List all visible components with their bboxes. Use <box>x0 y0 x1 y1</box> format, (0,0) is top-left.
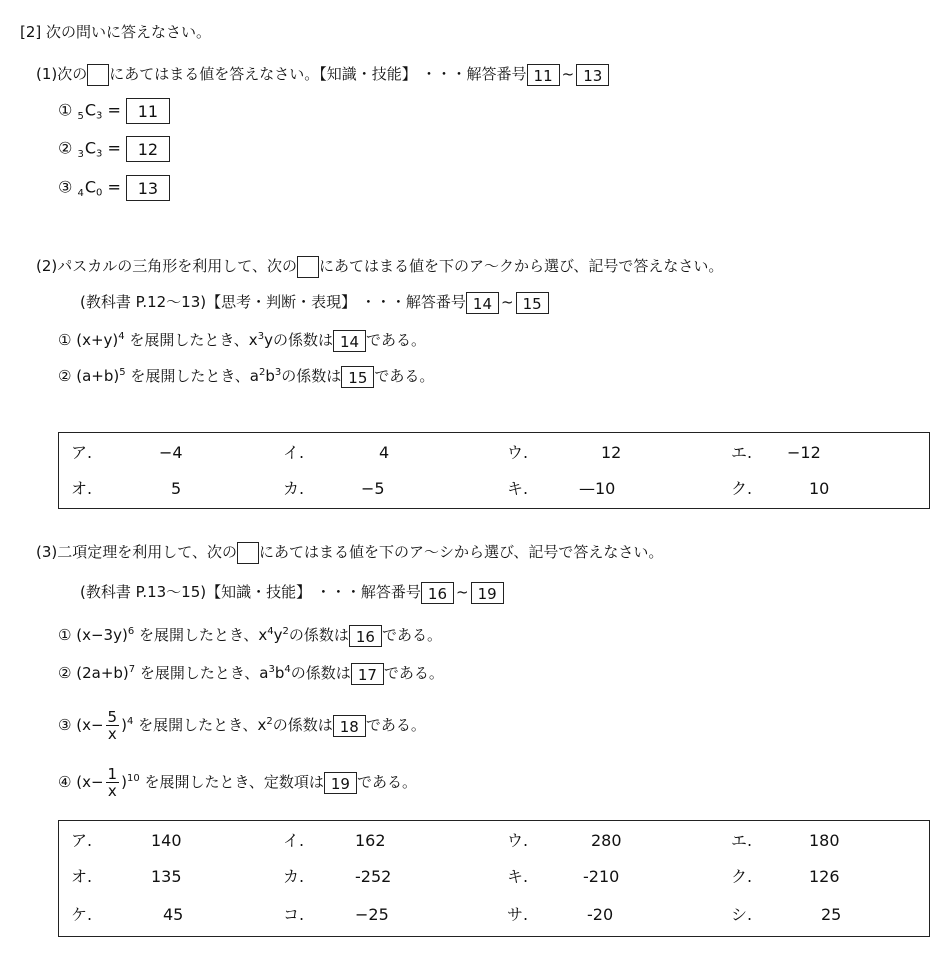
expression-close: ) <box>121 773 127 791</box>
exponent: 6 <box>127 626 135 637</box>
answer-range-from: 16 <box>421 582 454 604</box>
choice-label: キ. <box>507 479 529 498</box>
item-number: ① <box>58 626 72 644</box>
part2-intro-b: にあてはまる値を下のア～クから選び、記号で答えなさい。 <box>318 257 724 275</box>
choice-label: ア. <box>71 831 93 850</box>
answer-box: 17 <box>351 663 384 685</box>
answer-box: 12 <box>126 136 170 162</box>
choice-label: ア. <box>71 443 93 462</box>
combination-item: ① $5C_3 = 11$ <box>58 98 170 129</box>
part3-sub-intro <box>80 580 504 604</box>
blank-box <box>297 256 319 278</box>
q-text: yの係数は <box>264 331 333 349</box>
expression: (x+y) <box>76 331 119 349</box>
exponent: 7 <box>128 664 136 675</box>
choice-value: 135 <box>151 867 182 886</box>
choice-label: サ. <box>507 905 529 924</box>
q-text: b <box>265 367 275 385</box>
power: 3 <box>257 331 265 342</box>
item-number: ① <box>58 331 72 349</box>
choice-label: ウ. <box>507 443 529 462</box>
choice-value: −4 <box>159 443 183 462</box>
combination-item: ② $3C_3 = 12$ <box>58 136 170 167</box>
answer-box: 14 <box>333 330 366 352</box>
item-number: ② <box>58 367 72 385</box>
blank-box <box>87 64 109 86</box>
numerator: 1 <box>107 765 118 783</box>
part1-intro-b: にあてはまる値を答えなさい。【知識・技能】 ・・・解答番号 <box>109 65 527 83</box>
choice-value: 25 <box>821 905 842 924</box>
comb-r: 3 <box>95 110 103 122</box>
fraction <box>106 709 120 742</box>
q-text: を展開したとき、a <box>135 664 269 682</box>
item-number: ① <box>58 100 73 120</box>
q-tail: である。 <box>383 664 444 682</box>
q-text: の係数は <box>290 664 351 682</box>
choice-value: −12 <box>787 443 821 462</box>
item-number: ② <box>58 664 72 682</box>
fraction <box>106 766 120 799</box>
question-item <box>58 620 442 647</box>
choice-label: シ. <box>731 905 753 924</box>
denominator: x <box>107 782 117 800</box>
expression: (x− <box>76 716 104 734</box>
q-text: の係数は <box>288 626 349 644</box>
choice-value: 162 <box>355 831 386 850</box>
q-tail: である。 <box>366 331 427 349</box>
part3-intro-b: にあてはまる値を下のア～シから選び、記号で答えなさい。 <box>258 543 664 561</box>
choice-value: 4 <box>379 443 390 462</box>
question-item <box>58 361 434 388</box>
exponent: 4 <box>118 331 125 342</box>
choice-table-part2 <box>58 432 930 509</box>
question-item <box>58 706 426 742</box>
exponent: 4 <box>126 716 134 727</box>
q-tail: である。 <box>374 367 435 385</box>
exponent: 10 <box>126 773 140 784</box>
q-tail: である。 <box>365 716 426 734</box>
comb-r: 3 <box>95 148 103 160</box>
item-number: ③ <box>58 177 73 197</box>
choice-value: 180 <box>809 831 840 850</box>
comb-n: 5 <box>77 110 84 122</box>
item-number: ③ <box>58 716 72 734</box>
choice-label: エ. <box>731 443 753 462</box>
comb-r: 0 <box>95 187 103 199</box>
expression: (x−3y) <box>76 626 128 644</box>
choice-label: イ. <box>283 443 305 462</box>
answer-box: 13 <box>126 175 170 201</box>
q-text: の係数は <box>272 716 333 734</box>
comb-n: 3 <box>77 148 84 160</box>
choice-value: −25 <box>355 905 389 924</box>
power: 2 <box>258 367 266 378</box>
choice-label: コ. <box>283 905 305 924</box>
choice-value: −5 <box>361 479 385 498</box>
q-text: を展開したとき、x <box>134 626 268 644</box>
answer-range-to: 13 <box>576 64 609 86</box>
q-tail: である。 <box>381 626 442 644</box>
expression: (2a+b) <box>76 664 129 682</box>
power: 3 <box>268 664 275 675</box>
item-number: ④ <box>58 773 72 791</box>
choice-value: 126 <box>809 867 840 886</box>
choice-label: オ. <box>71 867 93 886</box>
denominator: x <box>107 725 117 743</box>
choice-label: カ. <box>283 479 305 498</box>
q-text: を展開したとき、定数項は <box>139 773 324 791</box>
choice-value: -210 <box>583 867 620 886</box>
q-text: を展開したとき、x <box>124 331 258 349</box>
choice-value: 5 <box>171 479 182 498</box>
part3-sub-intro-text: (教科書 P.13～15)【知識・技能】 ・・・解答番号 <box>80 583 421 601</box>
answer-box: 19 <box>324 772 357 794</box>
power: 2 <box>282 626 289 637</box>
choice-value: —10 <box>579 479 616 498</box>
choice-value: 280 <box>591 831 622 850</box>
power: 4 <box>284 664 291 675</box>
tilde: ~ <box>561 65 575 83</box>
blank-box <box>237 542 259 564</box>
item-number: ② <box>58 138 73 158</box>
choice-label: エ. <box>731 831 753 850</box>
q-text: を展開したとき、x <box>133 716 267 734</box>
expression: (x− <box>76 773 104 791</box>
tilde: ~ <box>456 583 469 601</box>
part2-intro-a: (2)パスカルの三角形を利用して、次の <box>36 257 297 275</box>
answer-range-to: 19 <box>471 582 504 604</box>
power: 2 <box>266 716 273 727</box>
choice-label: カ. <box>283 867 305 886</box>
power: 3 <box>274 367 282 378</box>
question-item <box>58 325 426 352</box>
power: 4 <box>267 626 274 637</box>
part1-intro <box>36 62 609 86</box>
answer-box: 15 <box>341 366 374 388</box>
question-item <box>58 658 444 685</box>
exponent: 5 <box>119 367 126 378</box>
tilde: ~ <box>501 293 514 311</box>
q-tail: である。 <box>356 773 417 791</box>
part1-intro-a: (1)次の <box>36 65 88 83</box>
answer-box: 18 <box>333 715 366 737</box>
answer-range-from: 11 <box>527 64 560 86</box>
answer-range-to: 15 <box>516 292 549 314</box>
choice-value: 12 <box>601 443 622 462</box>
q-text: の係数は <box>281 367 342 385</box>
question-item <box>58 763 417 799</box>
q-text: y <box>273 626 283 644</box>
answer-range-from: 14 <box>466 292 499 314</box>
numerator: 5 <box>107 708 118 726</box>
section-title: [2] 次の問いに答えなさい。 <box>20 23 212 41</box>
q-text: を展開したとき、a <box>125 367 259 385</box>
choice-label: キ. <box>507 867 529 886</box>
choice-value: -20 <box>587 905 614 924</box>
part2-sub-intro-text: (教科書 P.12～13)【思考・判断・表現】 ・・・解答番号 <box>80 293 466 311</box>
part2-intro <box>36 254 723 278</box>
comb-n: 4 <box>77 187 84 199</box>
choice-table-part3 <box>58 820 930 937</box>
choice-label: ク. <box>731 867 753 886</box>
choice-value: 10 <box>809 479 830 498</box>
choice-value: -252 <box>355 867 392 886</box>
expression-close: ) <box>121 716 127 734</box>
choice-value: 45 <box>163 905 184 924</box>
q-text: b <box>274 664 285 682</box>
combination-item: ③ $4C_0 = 13$ <box>58 175 170 206</box>
choice-label: イ. <box>283 831 305 850</box>
choice-label: ク. <box>731 479 753 498</box>
answer-box: 16 <box>349 625 382 647</box>
part3-intro <box>36 540 663 564</box>
choice-label: オ. <box>71 479 93 498</box>
choice-value: 140 <box>151 831 182 850</box>
choice-label: ウ. <box>507 831 529 850</box>
part2-sub-intro <box>80 290 549 314</box>
expression: (a+b) <box>76 367 120 385</box>
part3-intro-a: (3)二項定理を利用して、次の <box>36 543 237 561</box>
answer-box: 11 <box>126 98 170 124</box>
choice-label: ケ. <box>71 905 93 924</box>
